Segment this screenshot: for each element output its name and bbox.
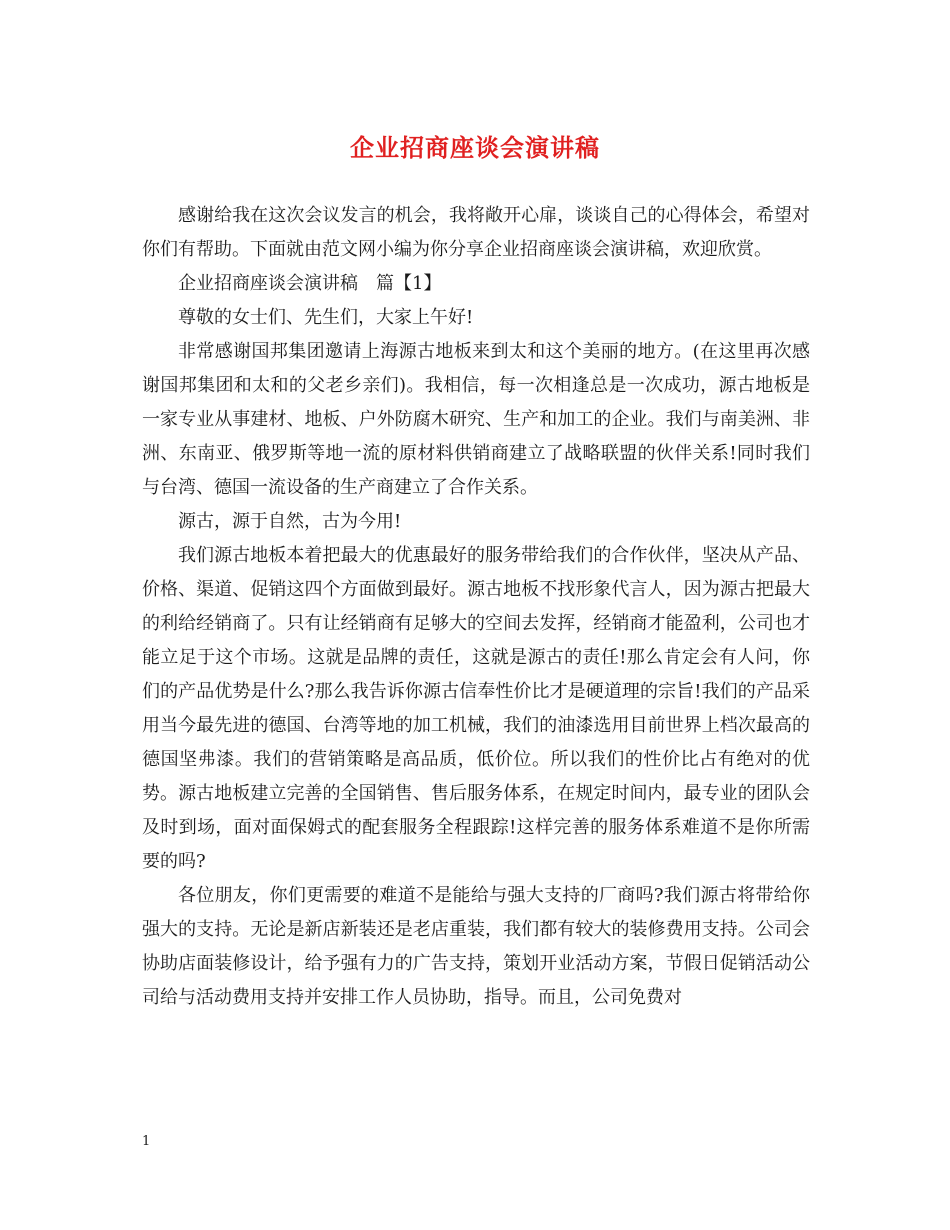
section-heading: 企业招商座谈会演讲稿 篇【1】 <box>178 273 442 294</box>
slogan-paragraph: 源古，源于自然，古为今用! <box>178 511 402 532</box>
intro-paragraph: 感谢给我在这次会议发言的机会，我将敞开心扉，谈谈自己的心得体会，希望对你们有帮助。下面就由范文网小编为你分享企业招商座谈会演讲稿，欢迎欣赏。 <box>142 205 810 260</box>
page-number: 1 <box>142 1134 151 1149</box>
thanks-paragraph: 非常感谢国邦集团邀请上海源古地板来到太和这个美丽的地方。(在这里再次感谢国邦集团和太和的父老乡亲们)。我相信，每一次相逢总是一次成功，源古地板是一家专业从事建材、地板、户外防腐木研究、生产和加工的企业。我们与南美洲、非洲、东南亚、俄罗斯等地一流的原材料供销商建立了战略联盟的伙伴关系!同时我们与台湾、德国一流设备的生产商建立了合作关系。 <box>142 341 810 498</box>
document-title: 企业招商座谈会演讲稿 <box>350 133 600 162</box>
document-body <box>142 199 810 1015</box>
advantages-paragraph: 我们源古地板本着把最大的优惠最好的服务带给我们的合作伙伴，坚决从产品、价格、渠道、促销这四个方面做到最好。源古地板不找形象代言人，因为源古把最大的利给经销商了。只有让经销商有足够大的空间去发挥，经销商才能盈利，公司也才能立足于这个市场。这就是品牌的责任，这就是源古的责任!那么肯定会有人问，你们的产品优势是什么?那么我告诉你源古信奉性价比才是硬道理的宗旨!我们的产品采用当今最先进的德国、台湾等地的加工机械，我们的油漆选用目前世界上档次最高的德国坚弗漆。我们的营销策略是高品质，低价位。所以我们的性价比占有绝对的优势。源古地板建立完善的全国销售、售后服务体系，在规定时间内，最专业的团队会及时到场，面对面保姆式的配套服务全程跟踪!这样完善的服务体系难道不是你所需要的吗? <box>142 545 810 872</box>
support-paragraph: 各位朋友，你们更需要的难道不是能给与强大支持的厂商吗?我们源古将带给你强大的支持。无论是新店新装还是老店重装，我们都有较大的装修费用支持。公司会协助店面装修设计，给予强有力的广告支持，策划开业活动方案，节假日促销活动公司给与活动费用支持并安排工作人员协助，指导。而且，公司免费对 <box>142 885 810 1008</box>
greeting-paragraph: 尊敬的女士们、先生们，大家上午好! <box>178 307 474 328</box>
